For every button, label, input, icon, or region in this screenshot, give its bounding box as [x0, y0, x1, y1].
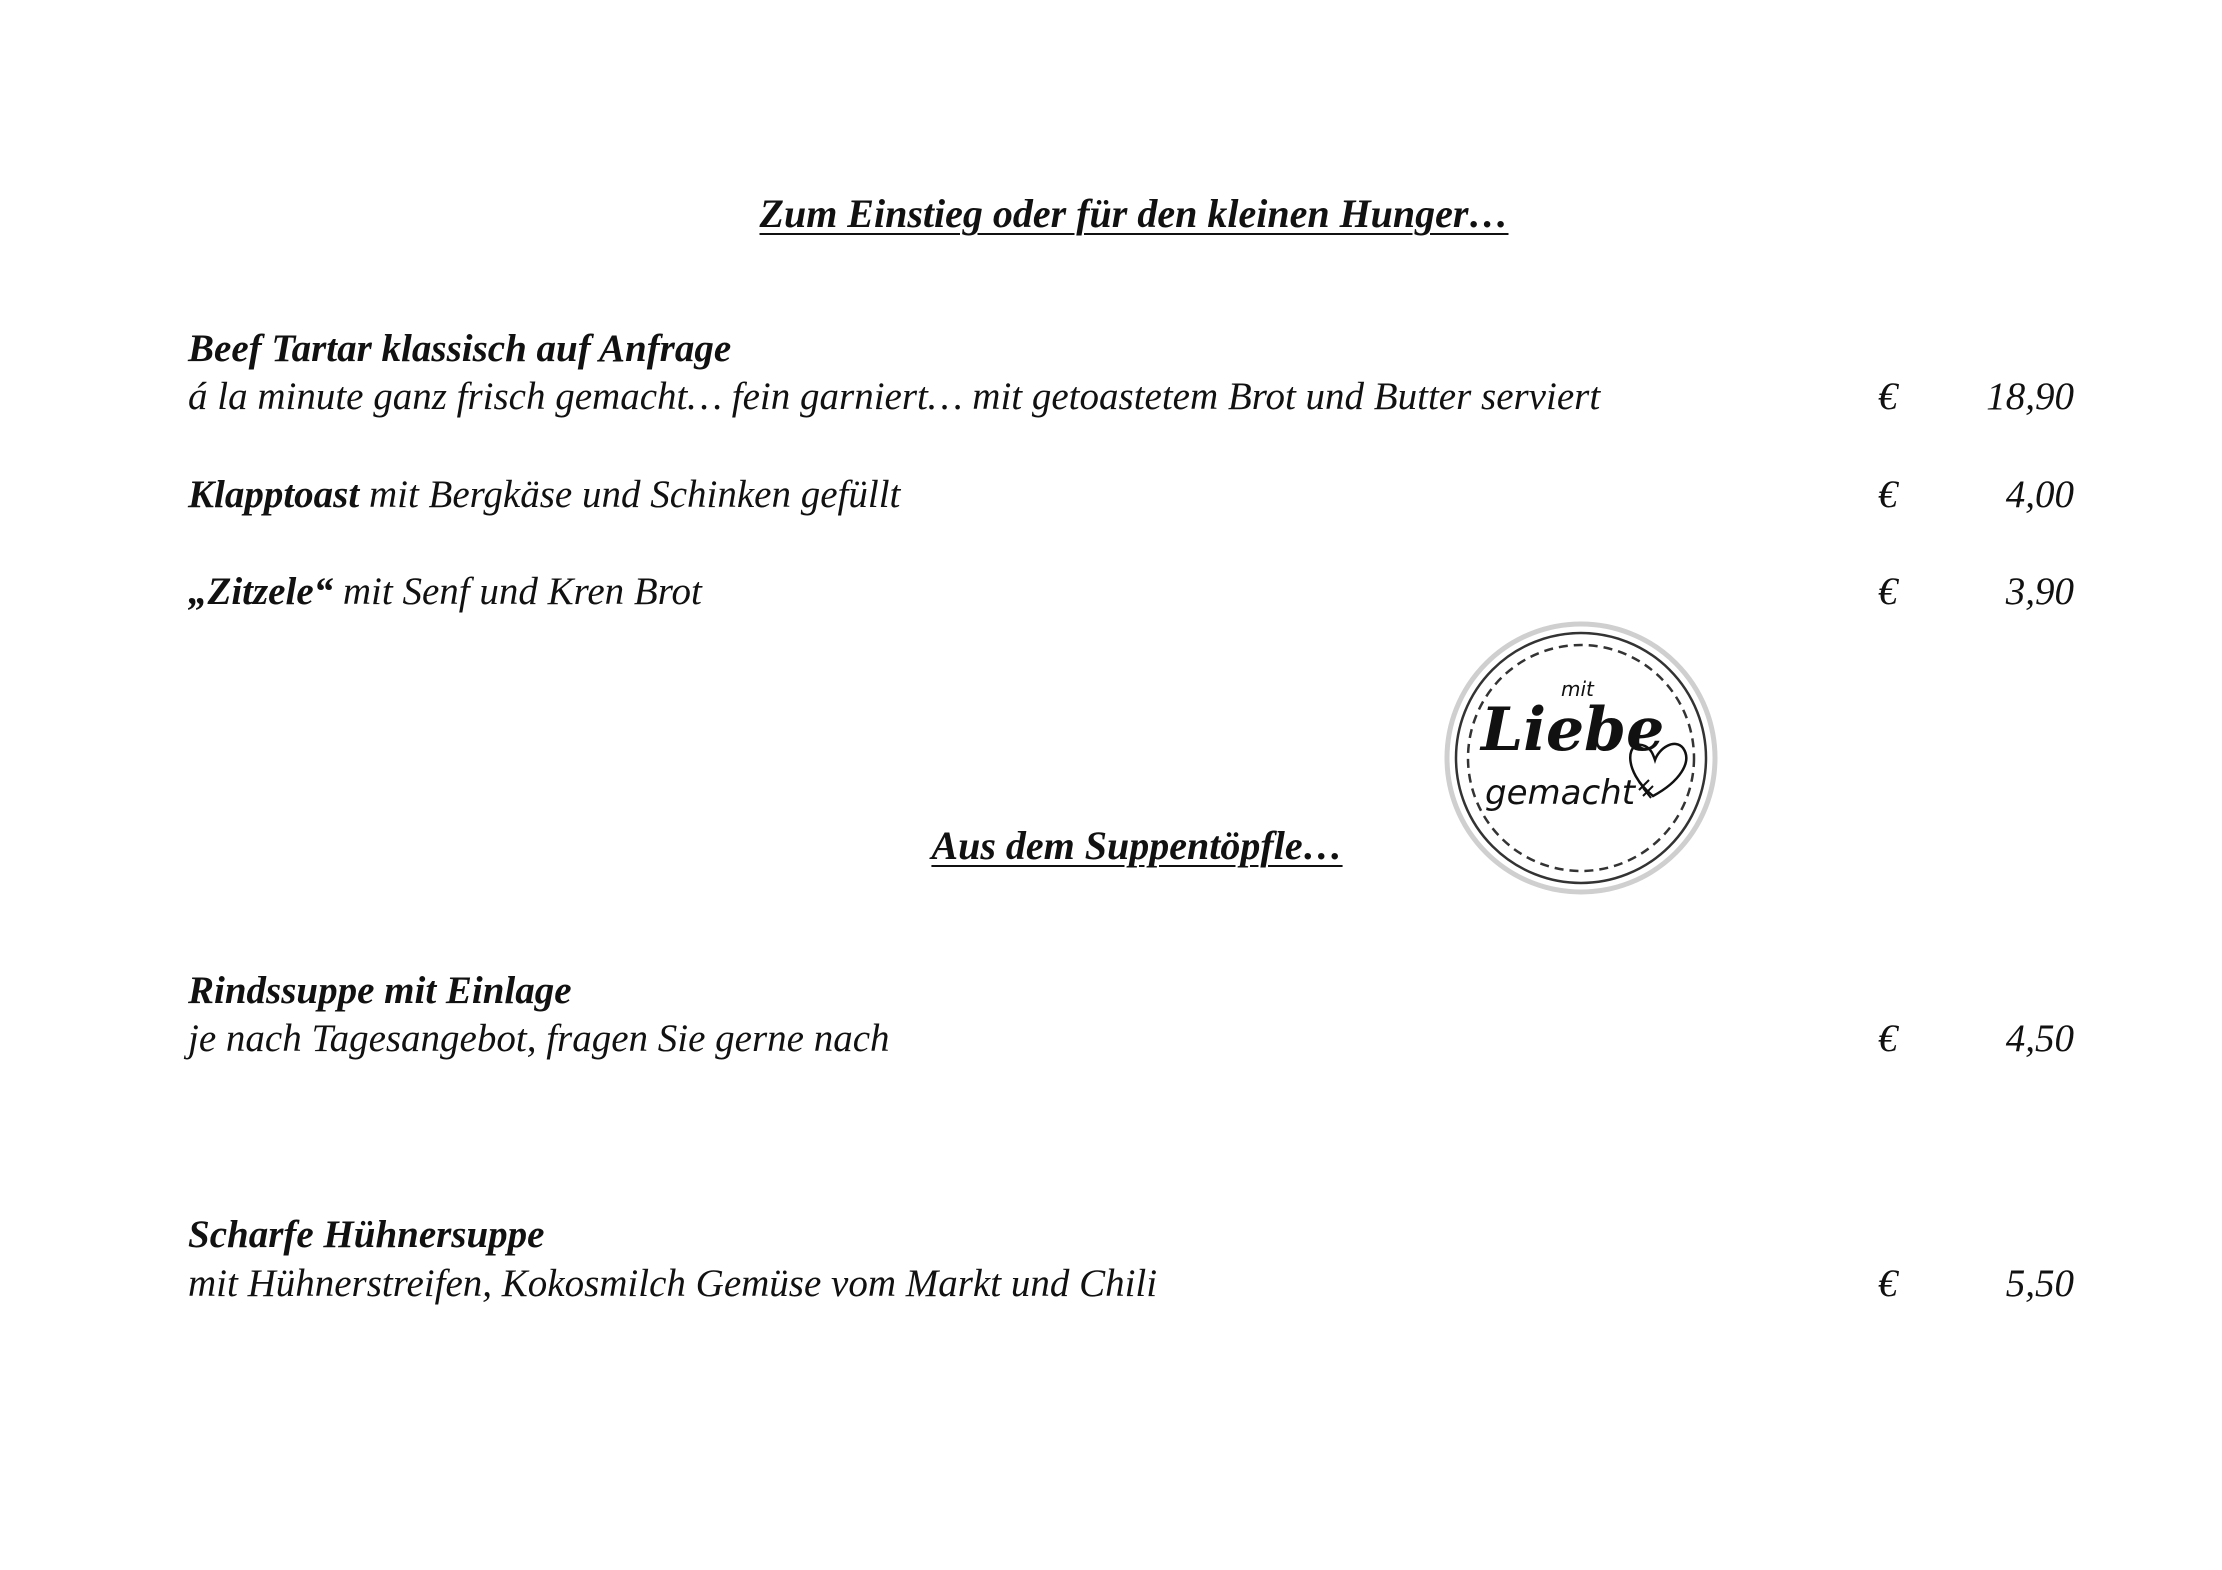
menu-item-price: 4,00: [2005, 473, 2074, 516]
menu-item-description: á la minute ganz frisch gemacht… fein garniert… mit getoastetem Brot und Butter serviert: [188, 375, 1601, 418]
menu-item-description: mit Bergkäse und Schinken gefüllt: [359, 473, 901, 516]
stamp-text-gemacht: gemacht: [1485, 773, 1636, 813]
menu-item-title: Scharfe Hühnersuppe: [188, 1213, 545, 1256]
menu-item-description: je nach Tagesangebot, fragen Sie gerne nach: [188, 1017, 890, 1060]
menu-item-description: mit Hühnerstreifen, Kokosmilch Gemüse vom Markt und Chili: [188, 1262, 1158, 1305]
menu-item-line: [188, 569, 702, 614]
currency-symbol: €: [1878, 1262, 1898, 1305]
menu-item-title: Rindssuppe mit Einlage: [188, 969, 572, 1012]
menu-item-price: 18,90: [1986, 375, 2074, 418]
section-heading-soups: Aus dem Suppentöpfle…: [931, 823, 1343, 868]
menu-item-title: Beef Tartar klassisch auf Anfrage: [188, 327, 732, 370]
menu-item-title: Klapptoast: [188, 473, 360, 516]
menu-item-price: 3,90: [2005, 570, 2074, 613]
stamp-text-liebe: Liebe: [1481, 695, 1665, 765]
liebe-gemacht-stamp: [1443, 620, 1719, 896]
currency-symbol: €: [1878, 570, 1898, 613]
stamp-text-mit: mit: [1561, 677, 1594, 701]
currency-symbol: €: [1878, 1017, 1898, 1060]
currency-symbol: €: [1878, 473, 1898, 516]
menu-item-price: 4,50: [2005, 1017, 2074, 1060]
currency-symbol: €: [1878, 375, 1898, 418]
menu-item-title: „Zitzele“: [188, 570, 334, 613]
menu-item-price: 5,50: [2005, 1262, 2074, 1305]
menu-item-line: [188, 472, 900, 517]
menu-item-description: mit Senf und Kren Brot: [333, 570, 702, 613]
section-heading-starters: Zum Einstieg oder für den kleinen Hunger…: [759, 191, 1509, 236]
